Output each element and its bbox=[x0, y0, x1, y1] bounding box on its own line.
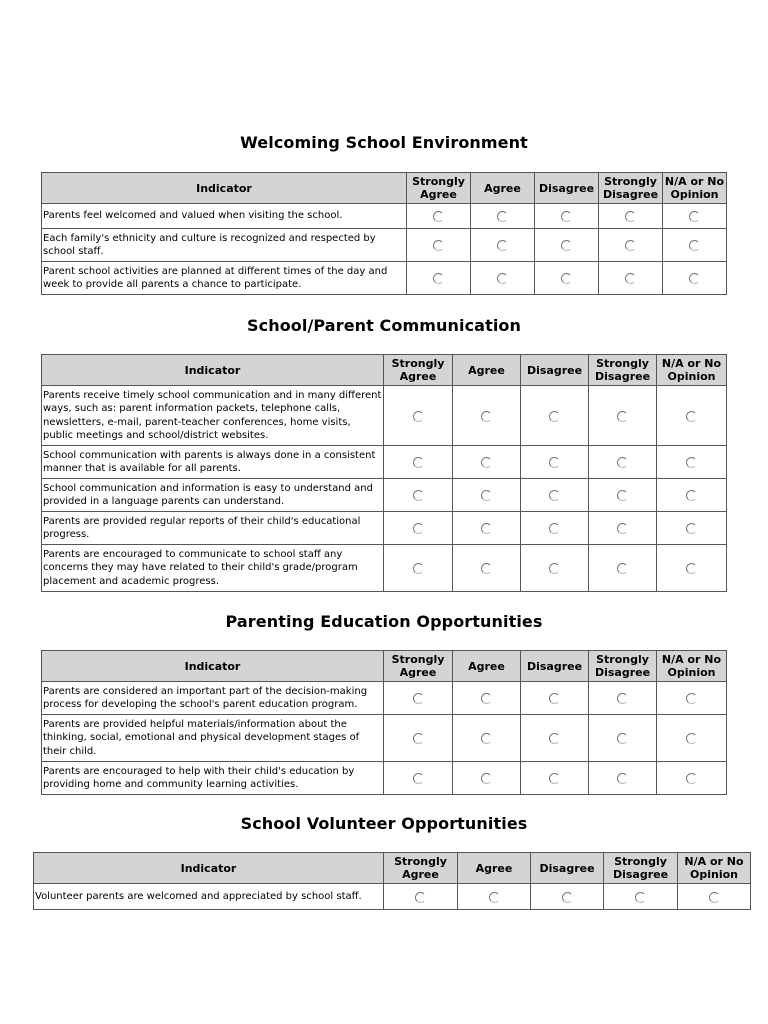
radio-strongly-agree[interactable] bbox=[413, 733, 424, 744]
radio-na-no-opinion[interactable] bbox=[686, 457, 697, 468]
table-row bbox=[42, 715, 727, 762]
survey-table-communication bbox=[41, 354, 727, 592]
radio-strongly-agree[interactable] bbox=[413, 773, 424, 784]
radio-agree[interactable] bbox=[481, 411, 492, 422]
radio-strongly-disagree[interactable] bbox=[617, 563, 628, 574]
table-row bbox=[34, 884, 751, 910]
radio-na-no-opinion[interactable] bbox=[686, 773, 697, 784]
radio-disagree[interactable] bbox=[561, 211, 572, 222]
table-row bbox=[42, 204, 727, 229]
indicator-text: Parents are provided regular reports of their child's educational progress. bbox=[42, 512, 384, 545]
radio-agree[interactable] bbox=[481, 733, 492, 744]
header-strongly-agree: Strongly Agree bbox=[384, 853, 458, 884]
header-strongly-disagree: Strongly Disagree bbox=[589, 651, 657, 682]
table-row bbox=[42, 229, 727, 262]
section-title-welcoming: Welcoming School Environment bbox=[240, 133, 528, 152]
radio-disagree[interactable] bbox=[549, 733, 560, 744]
indicator-text: Parent school activities are planned at different times of the day and week to provide all parents a chance to participate. bbox=[42, 262, 407, 295]
header-na-no-opinion: N/A or No Opinion bbox=[657, 355, 727, 386]
header-indicator: Indicator bbox=[42, 355, 384, 386]
radio-strongly-agree[interactable] bbox=[413, 411, 424, 422]
radio-strongly-agree[interactable] bbox=[413, 523, 424, 534]
radio-na-no-opinion[interactable] bbox=[686, 563, 697, 574]
radio-agree[interactable] bbox=[481, 693, 492, 704]
header-disagree: Disagree bbox=[535, 173, 599, 204]
radio-strongly-agree[interactable] bbox=[413, 490, 424, 501]
radio-strongly-disagree[interactable] bbox=[625, 273, 636, 284]
indicator-text: Volunteer parents are welcomed and appreciated by school staff. bbox=[34, 884, 384, 910]
radio-agree[interactable] bbox=[497, 240, 508, 251]
header-strongly-agree: Strongly Agree bbox=[384, 651, 453, 682]
radio-na-no-opinion[interactable] bbox=[686, 490, 697, 501]
radio-strongly-disagree[interactable] bbox=[617, 733, 628, 744]
radio-na-no-opinion[interactable] bbox=[689, 211, 700, 222]
radio-agree[interactable] bbox=[481, 523, 492, 534]
indicator-text: Parents are considered an important part of the decision-making process for developing the school's parent education program. bbox=[42, 682, 384, 715]
indicator-text: School communication and information is easy to understand and provided in a language parents can understand. bbox=[42, 479, 384, 512]
radio-na-no-opinion[interactable] bbox=[689, 273, 700, 284]
radio-strongly-agree[interactable] bbox=[433, 240, 444, 251]
radio-strongly-disagree[interactable] bbox=[617, 457, 628, 468]
radio-disagree[interactable] bbox=[549, 693, 560, 704]
radio-strongly-disagree[interactable] bbox=[617, 523, 628, 534]
radio-disagree[interactable] bbox=[561, 240, 572, 251]
header-indicator: Indicator bbox=[42, 173, 407, 204]
radio-strongly-disagree[interactable] bbox=[617, 490, 628, 501]
header-strongly-agree: Strongly Agree bbox=[407, 173, 471, 204]
radio-na-no-opinion[interactable] bbox=[686, 523, 697, 534]
header-agree: Agree bbox=[458, 853, 531, 884]
header-na-no-opinion: N/A or No Opinion bbox=[657, 651, 727, 682]
radio-strongly-disagree[interactable] bbox=[617, 773, 628, 784]
header-strongly-disagree: Strongly Disagree bbox=[589, 355, 657, 386]
indicator-text: Each family's ethnicity and culture is recognized and respected by school staff. bbox=[42, 229, 407, 262]
indicator-text: Parents are encouraged to help with their child's education by providing home and community learning activities. bbox=[42, 762, 384, 795]
radio-disagree[interactable] bbox=[549, 773, 560, 784]
radio-strongly-disagree[interactable] bbox=[635, 892, 646, 903]
section-title-volunteer: School Volunteer Opportunities bbox=[240, 814, 528, 833]
header-disagree: Disagree bbox=[521, 651, 589, 682]
header-agree: Agree bbox=[453, 355, 521, 386]
radio-strongly-agree[interactable] bbox=[413, 457, 424, 468]
radio-disagree[interactable] bbox=[549, 523, 560, 534]
table-row bbox=[42, 386, 727, 446]
radio-strongly-agree[interactable] bbox=[415, 892, 426, 903]
radio-agree[interactable] bbox=[481, 457, 492, 468]
radio-agree[interactable] bbox=[497, 211, 508, 222]
radio-na-no-opinion[interactable] bbox=[686, 733, 697, 744]
radio-strongly-disagree[interactable] bbox=[617, 693, 628, 704]
table-row bbox=[42, 545, 727, 592]
radio-strongly-agree[interactable] bbox=[413, 563, 424, 574]
survey-table-welcoming bbox=[41, 172, 727, 295]
indicator-text: Parents are provided helpful materials/information about the thinking, social, emotional and physical development stages of their child. bbox=[42, 715, 384, 762]
radio-strongly-disagree[interactable] bbox=[617, 411, 628, 422]
radio-na-no-opinion[interactable] bbox=[689, 240, 700, 251]
radio-strongly-agree[interactable] bbox=[433, 273, 444, 284]
radio-disagree[interactable] bbox=[561, 273, 572, 284]
radio-agree[interactable] bbox=[481, 490, 492, 501]
radio-strongly-agree[interactable] bbox=[413, 693, 424, 704]
section-title-communication: School/Parent Communication bbox=[247, 316, 521, 335]
header-disagree: Disagree bbox=[521, 355, 589, 386]
radio-agree[interactable] bbox=[481, 563, 492, 574]
radio-disagree[interactable] bbox=[562, 892, 573, 903]
table-row bbox=[42, 262, 727, 295]
table-row bbox=[42, 682, 727, 715]
radio-disagree[interactable] bbox=[549, 563, 560, 574]
radio-strongly-disagree[interactable] bbox=[625, 211, 636, 222]
table-row bbox=[42, 446, 727, 479]
indicator-text: Parents receive timely school communication and in many different ways, such as: parent information packets, telephone calls, newsletters, e-mail, parent-teacher conferences, home visits, public meetings and school/district websites. bbox=[42, 386, 384, 446]
indicator-text: School communication with parents is always done in a consistent manner that is available for all parents. bbox=[42, 446, 384, 479]
table-row bbox=[42, 512, 727, 545]
table-row bbox=[42, 479, 727, 512]
radio-disagree[interactable] bbox=[549, 457, 560, 468]
header-disagree: Disagree bbox=[531, 853, 604, 884]
survey-table-volunteer bbox=[33, 852, 751, 910]
header-agree: Agree bbox=[471, 173, 535, 204]
radio-na-no-opinion[interactable] bbox=[686, 411, 697, 422]
indicator-text: Parents feel welcomed and valued when visiting the school. bbox=[42, 204, 407, 229]
radio-disagree[interactable] bbox=[549, 490, 560, 501]
survey-table-parenting-education bbox=[41, 650, 727, 795]
header-strongly-agree: Strongly Agree bbox=[384, 355, 453, 386]
header-strongly-disagree: Strongly Disagree bbox=[599, 173, 663, 204]
header-na-no-opinion: N/A or No Opinion bbox=[678, 853, 751, 884]
section-title-parenting-education: Parenting Education Opportunities bbox=[225, 612, 543, 631]
table-row bbox=[42, 762, 727, 795]
indicator-text: Parents are encouraged to communicate to school staff any concerns they may have related to their child's grade/program placement and academic progress. bbox=[42, 545, 384, 592]
radio-strongly-agree[interactable] bbox=[433, 211, 444, 222]
header-indicator: Indicator bbox=[42, 651, 384, 682]
header-na-no-opinion: N/A or No Opinion bbox=[663, 173, 727, 204]
radio-agree[interactable] bbox=[481, 773, 492, 784]
radio-agree[interactable] bbox=[489, 892, 500, 903]
radio-na-no-opinion[interactable] bbox=[686, 693, 697, 704]
header-indicator: Indicator bbox=[34, 853, 384, 884]
radio-agree[interactable] bbox=[497, 273, 508, 284]
radio-disagree[interactable] bbox=[549, 411, 560, 422]
radio-na-no-opinion[interactable] bbox=[709, 892, 720, 903]
radio-strongly-disagree[interactable] bbox=[625, 240, 636, 251]
header-agree: Agree bbox=[453, 651, 521, 682]
header-strongly-disagree: Strongly Disagree bbox=[604, 853, 678, 884]
